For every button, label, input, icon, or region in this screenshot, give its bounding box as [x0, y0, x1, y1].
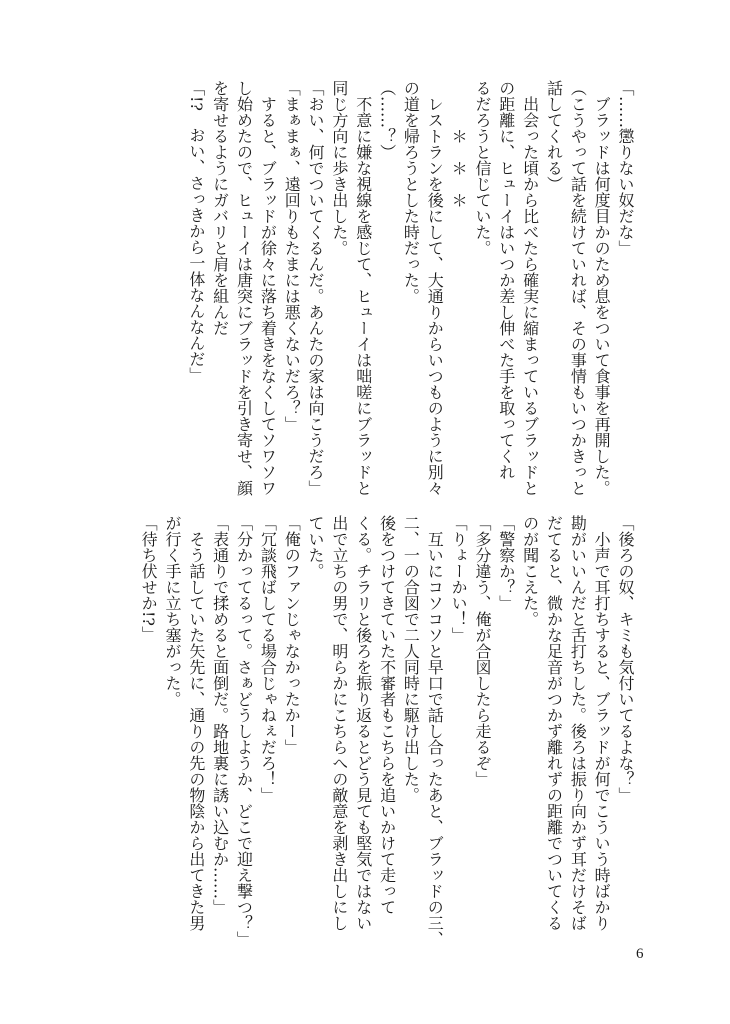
text-line: そう話していた矢先に、通りの先の物陰から出てきた男 [186, 515, 206, 931]
text-line: 「冗談飛ばしてる場合じゃねぇだろ！」 [258, 515, 278, 803]
text-line: るだろうと信じていた。 [472, 80, 492, 256]
lower-text-block [136, 515, 637, 945]
text-line: 「おい、何でついてくるんだ。あんたの家は向こうだろ」 [306, 80, 326, 496]
text-line: 話してくれる） [544, 80, 564, 192]
text-line: ていた。 [306, 515, 326, 579]
text-line: ブラッドは何度目かのため息をついて食事を再開した。 [592, 80, 612, 496]
text-line: くる。チラリと後ろを振り返るとどう見ても堅気ではない [353, 515, 373, 931]
text-line: 小声で耳打ちすると、ブラッドが何でこういう時ばかり [592, 515, 612, 931]
text-line: のが聞こえた。 [520, 515, 540, 627]
text-line: 同じ方向に歩き出した。 [329, 80, 349, 256]
text-line: レストランを後にして、大通りからいつものように別々 [425, 80, 445, 496]
text-line: の距離に、ヒューイはいつか差し伸べた手を取ってくれ [496, 80, 516, 480]
text-line: 「分かってるって。さぁどうしようか、どこで迎え撃つ？」 [234, 515, 254, 947]
text-line: し始めたので、ヒューイは唐突にブラッドを引き寄せ、顔 [234, 80, 254, 496]
text-line: （……？） [377, 80, 397, 160]
text-line: 不意に嫌な視線を感じて、ヒューイは咄嗟にブラッドと [353, 80, 373, 496]
text-line: 「俺のファンじゃなかったかー」 [282, 515, 302, 755]
text-line: 「多分違う、俺が合図したら走るぞ」 [472, 515, 492, 787]
page-number: 6 [636, 946, 644, 962]
text-line: 出会った頃から比べたら確実に縮まっているブラッドと [520, 80, 540, 496]
text-line: 出で立ちの男で、明らかにこちらへの敵意を剥き出しにし [329, 515, 349, 931]
text-line: 「……懲りない奴だな」 [616, 80, 635, 256]
upper-text-block [136, 80, 637, 510]
text-line: ＊ ＊ ＊ [449, 80, 469, 208]
text-line: 「待ち伏せか!?」 [139, 515, 159, 643]
text-line: （こうやって話を続けていれば、その事情もいつかきっと [568, 80, 588, 496]
text-line: を寄せるようにガバリと肩を組んだ [210, 80, 230, 336]
text-line: 「後ろの奴、キミも気付いてるよな？」 [616, 515, 635, 803]
text-line: だてると、微かな足音がつかず離れずの距離でついてくる [544, 515, 564, 931]
text-line: 二、一の合図で二人同時に駆け出した。 [401, 515, 421, 803]
text-line: すると、ブラッドが徐々に落ち着きをなくしてソワソワ [258, 80, 278, 496]
text-line: 後をつけてきていた不審者もこちらを追いかけて走って [377, 515, 397, 915]
text-line: 「りょーかい！」 [449, 515, 469, 643]
text-line: 「!? おい、さっきから一体なんなんだ」 [186, 80, 206, 384]
text-line: 勘がいいんだと舌打ちした。後ろは振り向かず耳だけそば [568, 515, 588, 931]
text-line: の道を帰ろうとした時だった。 [401, 80, 421, 304]
text-line: 「表通りで揉めると面倒だ。路地裏に誘い込むか……」 [210, 515, 230, 915]
text-line: 「警察か？」 [496, 515, 516, 611]
text-line: 「まぁまぁ、遠回りもたまには悪くないだろ？」 [282, 80, 302, 432]
text-line: 互いにコソコソと早口で話し合ったあと、ブラッドの三、 [425, 515, 445, 947]
text-line: が行く手に立ち塞がった。 [162, 515, 182, 707]
